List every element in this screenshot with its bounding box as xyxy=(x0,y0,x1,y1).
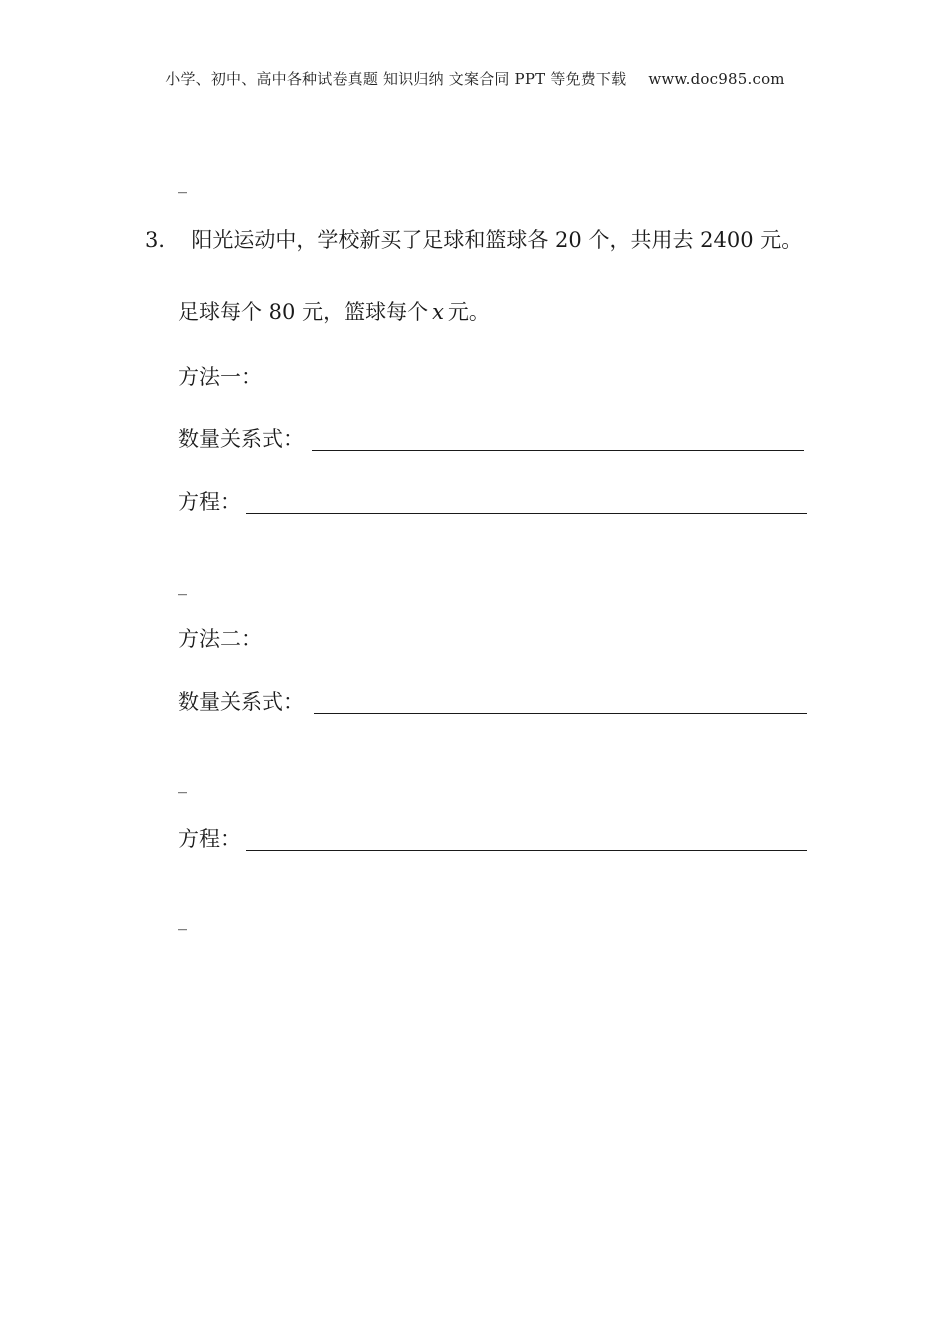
variable-x: x xyxy=(432,300,444,324)
question-text-2b: 元。 xyxy=(447,300,490,324)
question-text-1: 阳光运动中，学校新买了足球和篮球各 20 个，共用去 2400 元。 xyxy=(191,228,803,252)
method2-equation-blank[interactable] xyxy=(246,850,807,851)
method1-relation-label: 数量关系式： xyxy=(178,427,304,451)
page-header xyxy=(0,68,950,89)
method1-equation-label: 方程： xyxy=(178,490,241,514)
header-site: www.doc985.com xyxy=(648,70,785,88)
question-line-2 xyxy=(178,298,490,326)
question-number: 3． xyxy=(145,228,180,252)
method2-relation-label: 数量关系式： xyxy=(178,690,304,714)
method2-relation-blank[interactable] xyxy=(314,713,807,714)
method1-title: 方法一： xyxy=(178,365,262,389)
method2-equation-label: 方程： xyxy=(178,827,241,851)
stray-underscore: _ xyxy=(178,910,187,931)
header-text: 小学、初中、高中各种试卷真题 知识归纳 文案合同 PPT 等免费下载 xyxy=(165,70,627,88)
stray-underscore: _ xyxy=(178,773,187,794)
stray-underscore: _ xyxy=(178,575,187,596)
method1-relation-blank[interactable] xyxy=(312,450,804,451)
method2-title: 方法二： xyxy=(178,627,262,651)
method1-equation-blank[interactable] xyxy=(246,513,807,514)
question-text-2a: 足球每个 80 元，篮球每个 xyxy=(178,300,429,324)
question-line-1 xyxy=(145,226,802,254)
stray-underscore: _ xyxy=(178,173,187,194)
